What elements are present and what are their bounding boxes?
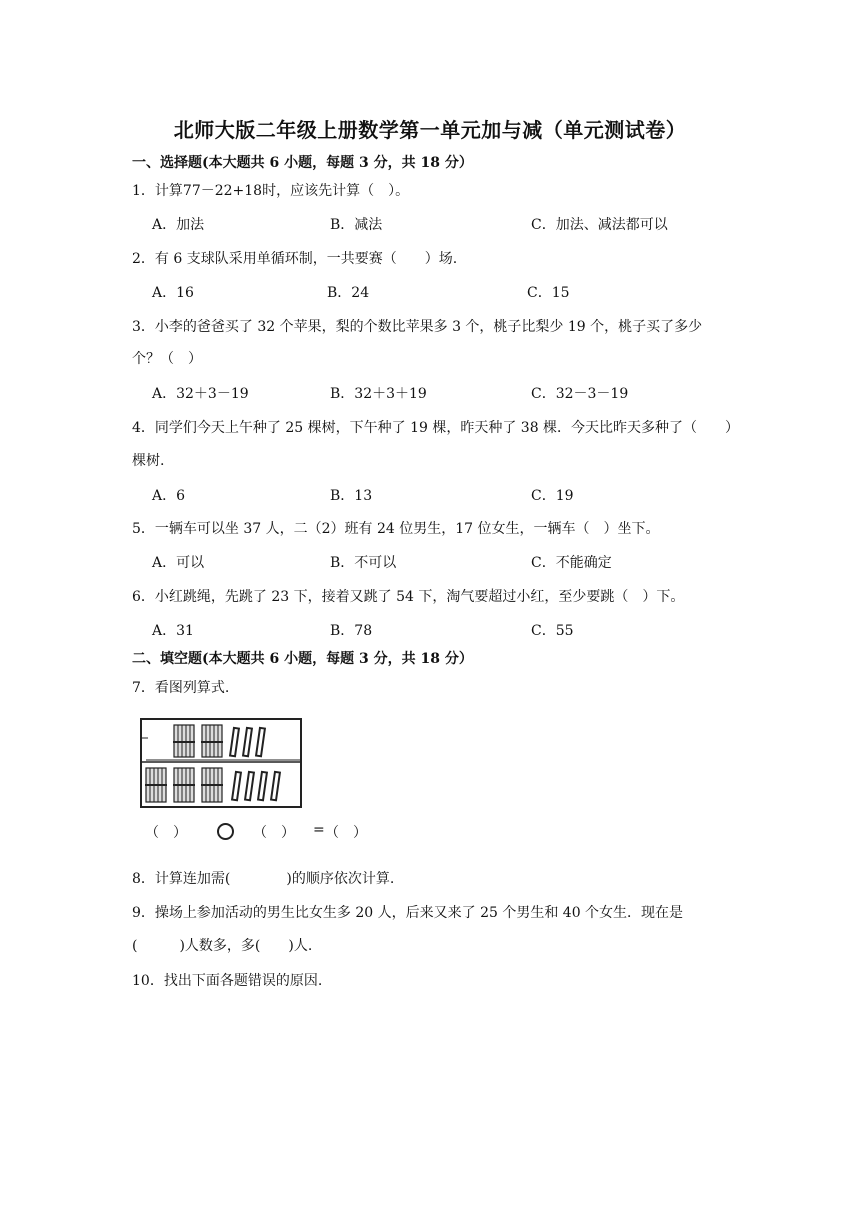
answer-blank-1[interactable]: （ ）: [145, 825, 187, 841]
question-4-line2: 棵树.: [132, 453, 165, 469]
counting-sticks-figure: [140, 718, 302, 808]
section-heading-choice: 一、选择题(本大题共 6 小题，每题 3 分，共 18 分）: [132, 155, 473, 171]
sticks-illustration: [140, 718, 302, 808]
operator-circle-blank[interactable]: [217, 823, 234, 840]
q1-option-b: B．减法: [330, 217, 383, 233]
q3-option-a: A．32＋3－19: [152, 386, 249, 402]
bundle-icon: [173, 725, 195, 757]
q2-option-a: A．16: [152, 285, 194, 301]
question-4-line1: 4．同学们今天上午种了 25 棵树，下午种了 19 棵，昨天种了 38 棵．今天比昨天多种了（ ）: [132, 420, 740, 436]
question-5: 5．一辆车可以坐 37 人，二（2）班有 24 位男生，17 位女生，一辆车（ ）坐下。: [132, 521, 660, 537]
question-9-line2: ( )人数多，多( )人.: [132, 938, 313, 954]
answer-blank-2[interactable]: （ ）: [253, 825, 295, 841]
q2-option-b: B．24: [327, 285, 370, 301]
q2-option-c: C．15: [527, 285, 570, 301]
q6-option-a: A．31: [152, 623, 194, 639]
section-heading-fill: 二、填空题(本大题共 6 小题，每题 3 分，共 18 分）: [132, 651, 473, 667]
bundle-icon: [173, 768, 195, 802]
q5-option-a: A．可以: [152, 555, 205, 571]
bundle-icon: [201, 725, 223, 757]
question-3-line1: 3．小李的爸爸买了 32 个苹果，梨的个数比苹果多 3 个，桃子比梨少 19 个，桃子买了多少: [132, 319, 703, 335]
q1-option-a: A．加法: [152, 217, 205, 233]
question-8: 8．计算连加需( )的顺序依次计算.: [132, 871, 395, 887]
q5-option-b: B．不可以: [330, 555, 397, 571]
question-7: 7．看图列算式.: [132, 680, 230, 696]
page-title: 北师大版二年级上册数学第一单元加与减（单元测试卷）: [173, 118, 687, 142]
question-6: 6．小红跳绳，先跳了 23 下，接着又跳了 54 下，淘气要超过小红，至少要跳（ ）下。: [132, 589, 685, 605]
single-stick-icon: [232, 772, 280, 800]
q4-option-a: A．6: [152, 488, 186, 504]
question-1: 1．计算77－22+18时，应该先计算（ ）。: [132, 183, 410, 199]
q5-option-c: C．不能确定: [531, 555, 612, 571]
question-3-line2: 个？（ ）: [132, 351, 202, 367]
equals-sign: =: [313, 822, 325, 838]
q3-option-c: C．32－3－19: [531, 386, 629, 402]
question-10: 10．找出下面各题错误的原因.: [132, 973, 323, 989]
q4-option-b: B．13: [330, 488, 373, 504]
q4-option-c: C．19: [531, 488, 574, 504]
q6-option-b: B．78: [330, 623, 373, 639]
bundle-icon: [145, 768, 167, 802]
single-stick-icon: [230, 728, 265, 756]
q1-option-c: C．加法、减法都可以: [531, 217, 668, 233]
question-9-line1: 9．操场上参加活动的男生比女生多 20 人，后来又来了 25 个男生和 40 个女生．现在是: [132, 905, 684, 921]
q6-option-c: C．55: [531, 623, 574, 639]
q3-option-b: B．32＋3＋19: [330, 386, 427, 402]
bundle-icon: [201, 768, 223, 802]
question-2: 2．有 6 支球队采用单循环制，一共要赛（ ）场.: [132, 251, 458, 267]
answer-blank-3[interactable]: （ ）: [325, 825, 367, 841]
